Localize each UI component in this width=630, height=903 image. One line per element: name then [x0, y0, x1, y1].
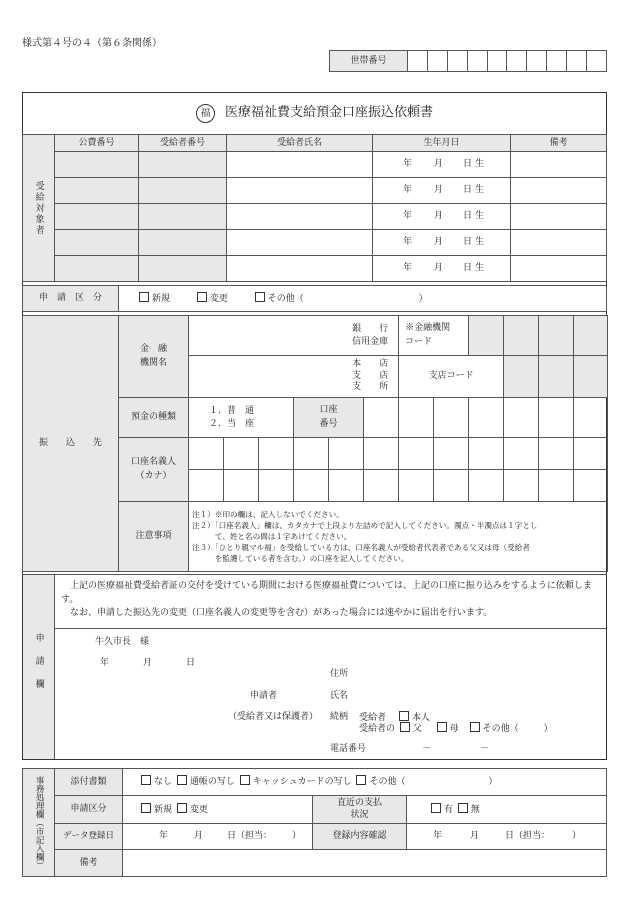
- recipient-number-field[interactable]: [139, 178, 227, 204]
- office-side-label: 事務処理欄（市記入欄）: [23, 769, 55, 877]
- confirm-date-field[interactable]: 年 月 日（担当： ）: [407, 824, 607, 850]
- fuku-seal-icon: 福: [196, 104, 215, 123]
- applicant-label: 申請者: [250, 691, 278, 701]
- payment-no-checkbox[interactable]: 無: [456, 805, 480, 815]
- name-label: 氏名: [330, 691, 349, 701]
- attach-other-checkbox[interactable]: その他（: [354, 777, 405, 787]
- address-label: 住所: [330, 669, 349, 679]
- recipient-number-field[interactable]: [139, 204, 227, 230]
- col-public-expense-number: 公費番号: [55, 135, 139, 152]
- household-number-digit[interactable]: [547, 51, 567, 72]
- branch-code-digit: [504, 356, 539, 398]
- statement-paragraph-2: なお、申請した振込先の変更（口座名義人の変更等を含む）があった場合には速やかに届出を行います。: [70, 608, 493, 618]
- public-expense-number-field[interactable]: [55, 256, 139, 282]
- birthdate-field[interactable]: 年 月 日 生: [373, 230, 511, 256]
- recipient-name-field[interactable]: [227, 230, 373, 256]
- deposit-type-current[interactable]: ２．当 座: [209, 418, 255, 429]
- recipient-name-field[interactable]: [227, 152, 373, 178]
- recent-payment-label: 直近の支払 状況: [313, 796, 407, 824]
- holder-kana-cell[interactable]: [224, 438, 259, 470]
- holder-kana-cell[interactable]: [539, 438, 574, 470]
- other-closing: ）: [418, 293, 428, 304]
- holder-kana-cell[interactable]: [504, 438, 539, 470]
- col-recipient-name: 受給者氏名: [227, 135, 373, 152]
- relation-label: 続柄: [330, 712, 349, 722]
- holder-kana-cell[interactable]: [469, 470, 504, 502]
- holder-kana-cell[interactable]: [469, 438, 504, 470]
- recipients-side-label: 受給対象者: [23, 135, 55, 282]
- relation-line-2: 受給者の 父 母 その他（ ）: [359, 724, 553, 734]
- household-number-digit[interactable]: [487, 51, 507, 72]
- deposit-type-field[interactable]: [189, 398, 294, 438]
- data-entry-date-field[interactable]: 年 月 日（担当： ）: [123, 824, 313, 850]
- account-number-digit[interactable]: [399, 398, 434, 438]
- change-checkbox[interactable]: 変更: [195, 294, 228, 304]
- account-number-digit[interactable]: [434, 398, 469, 438]
- account-number-digit[interactable]: [364, 398, 399, 438]
- form-title: 医療福祉費支給預金口座振込依頼書: [224, 105, 433, 121]
- col-birthdate: 生年月日: [373, 135, 511, 152]
- office-remarks-field[interactable]: [123, 850, 607, 877]
- recipients-table: [22, 134, 607, 282]
- holder-kana-cell[interactable]: [224, 470, 259, 502]
- attachments-label: 添付書類: [55, 769, 123, 796]
- branch-name-field[interactable]: 本 店 支 店 支 所: [189, 356, 399, 398]
- relation-line-1: 受給者 本人: [359, 713, 430, 723]
- account-holder-label: 口座名義人 （カナ）: [119, 438, 189, 502]
- holder-kana-cell[interactable]: [259, 438, 294, 470]
- attach-cashcard-checkbox[interactable]: キャッシュカードの写し: [238, 777, 352, 787]
- account-number-digit[interactable]: [469, 398, 504, 438]
- form-title-bar: [22, 92, 607, 134]
- statement-paragraph-1: 上記の医療福祉費受給者証の交付を受けている期間における医療福祉費については、上記の口座に振り込みをするように依頼します。: [61, 581, 592, 605]
- office-change-checkbox[interactable]: 変更: [175, 805, 208, 815]
- recipient-row: [23, 230, 607, 256]
- remarks-field[interactable]: [511, 230, 607, 256]
- holder-kana-cell[interactable]: [329, 470, 364, 502]
- birthdate-field[interactable]: 年 月 日 生: [373, 204, 511, 230]
- remarks-field[interactable]: [511, 204, 607, 230]
- institution-code-digit: [504, 316, 539, 356]
- holder-kana-cell[interactable]: [294, 470, 329, 502]
- office-new-checkbox[interactable]: 新規: [139, 805, 172, 815]
- household-number-digit[interactable]: [467, 51, 487, 72]
- account-number-digit[interactable]: [504, 398, 539, 438]
- transfer-table: [22, 315, 608, 572]
- holder-kana-cell[interactable]: [259, 470, 294, 502]
- confirm-label: 登録内容確認: [313, 824, 407, 850]
- institution-code-label: ※金融機関 コード: [399, 316, 469, 356]
- office-table: 事務処理欄（市記入欄） 添付書類 なし 通帳の写し キャッシュカードの写し その他（ ） 申請区分 新規 変更 直近の支払 状況 有 無 データ登録日 年 月 日（担当： ） 登録内容確認 年 月 日（担当： ） 備考: [22, 768, 607, 877]
- payment-yes-checkbox[interactable]: 有: [429, 805, 453, 815]
- holder-kana-cell[interactable]: [434, 470, 469, 502]
- birthdate-field[interactable]: 年 月 日 生: [373, 178, 511, 204]
- public-expense-number-field[interactable]: [55, 230, 139, 256]
- application-type-label: 申 請 区 分: [23, 286, 119, 312]
- addressee: 牛久市長 様: [95, 637, 150, 647]
- phone-separator: －: [422, 744, 432, 754]
- institution-label: 金 融 機関名: [119, 316, 189, 398]
- household-number-digit[interactable]: [447, 51, 467, 72]
- relation-self-checkbox[interactable]: 本人: [397, 713, 430, 723]
- household-number-digit[interactable]: [408, 51, 428, 72]
- application-side-label: 申請欄: [23, 575, 55, 759]
- attach-passbook-checkbox[interactable]: 通帳の写し: [175, 777, 235, 787]
- col-remarks: 備考: [511, 135, 607, 152]
- holder-kana-cell[interactable]: [189, 438, 224, 470]
- data-entry-label: データ登録日: [55, 824, 123, 850]
- branch-code-digit: [539, 356, 574, 398]
- transfer-label: 振 込 先: [23, 316, 119, 572]
- household-number-digit[interactable]: [507, 51, 527, 72]
- office-category-label: 申請区分: [55, 796, 123, 824]
- note-2: 注２）「口座名義人」欄は、カタカナで上段より左詰めで記入してください。濁点・半濁点は１字とし て、姓と名の間は１字あけてください。: [192, 521, 538, 541]
- remarks-field[interactable]: [511, 178, 607, 204]
- application-date[interactable]: 年 月 日: [100, 658, 196, 668]
- account-number-label: 口座 番号: [294, 398, 364, 438]
- holder-kana-cell[interactable]: [364, 438, 399, 470]
- note-1: 注１）※印の欄は、記入しないでください。: [192, 510, 344, 519]
- household-number-box: [329, 50, 607, 72]
- institution-code-digit: [574, 316, 608, 356]
- relation-mother-checkbox[interactable]: 母: [435, 724, 459, 734]
- holder-kana-cell[interactable]: [189, 470, 224, 502]
- deposit-type-ordinary[interactable]: １．普 通: [209, 406, 255, 417]
- public-expense-number-field[interactable]: [55, 204, 139, 230]
- recipient-number-field[interactable]: [139, 152, 227, 178]
- holder-kana-cell[interactable]: [539, 470, 574, 502]
- institution-name-field[interactable]: 銀 行 信用金庫: [189, 316, 399, 356]
- public-expense-number-field[interactable]: [55, 178, 139, 204]
- remarks-field[interactable]: [511, 152, 607, 178]
- application-type-row: [22, 285, 607, 312]
- recipient-name-field[interactable]: [227, 178, 373, 204]
- recipient-number-field[interactable]: [139, 256, 227, 282]
- holder-kana-cell[interactable]: [574, 438, 608, 470]
- public-expense-number-field[interactable]: [55, 152, 139, 178]
- household-number-digit[interactable]: [567, 51, 587, 72]
- guardian-label: （受給者又は保護者）: [228, 712, 319, 722]
- institution-code-digit: [539, 316, 574, 356]
- holder-kana-cell[interactable]: [574, 470, 608, 502]
- household-number-digit[interactable]: [587, 51, 607, 72]
- attach-none-checkbox[interactable]: なし: [139, 777, 172, 787]
- recipient-row: [23, 152, 607, 178]
- col-recipient-number: 受給者番号: [139, 135, 227, 152]
- household-number-digit[interactable]: [527, 51, 547, 72]
- deposit-type-label: 預金の種類: [119, 398, 189, 438]
- recipient-row: [23, 204, 607, 230]
- phone-separator: －: [480, 744, 490, 754]
- office-remarks-label: 備考: [55, 850, 123, 877]
- phone-label: 電話番号: [330, 744, 367, 754]
- relation-other-checkbox[interactable]: その他（: [468, 724, 519, 734]
- holder-kana-cell[interactable]: [399, 438, 434, 470]
- account-number-digit[interactable]: [574, 398, 608, 438]
- household-number-digit[interactable]: [427, 51, 447, 72]
- new-checkbox[interactable]: 新規: [137, 294, 170, 304]
- recipient-row: [23, 178, 607, 204]
- holder-kana-cell[interactable]: [504, 470, 539, 502]
- birthdate-field[interactable]: 年 月 日 生: [373, 152, 511, 178]
- holder-kana-cell[interactable]: [364, 470, 399, 502]
- birthdate-field[interactable]: 年 月 日 生: [373, 256, 511, 282]
- institution-code-digit: [469, 316, 504, 356]
- other-checkbox[interactable]: その他（: [253, 294, 304, 304]
- recipient-name-field[interactable]: [227, 204, 373, 230]
- recipient-row: [23, 256, 607, 282]
- notes-label: 注意事項: [119, 502, 189, 572]
- notes-block: [189, 502, 608, 572]
- holder-kana-cell[interactable]: [399, 470, 434, 502]
- statement-divider: [55, 628, 606, 629]
- branch-code-label: 支店コード: [399, 356, 504, 398]
- recipient-number-field[interactable]: [139, 230, 227, 256]
- branch-code-digit: [574, 356, 608, 398]
- remarks-field[interactable]: [511, 256, 607, 282]
- household-number-label: 世帯番号: [330, 51, 408, 72]
- holder-kana-cell[interactable]: [434, 438, 469, 470]
- statement-block: [55, 576, 605, 628]
- holder-kana-cell[interactable]: [294, 438, 329, 470]
- relation-father-checkbox[interactable]: 父: [398, 724, 422, 734]
- note-3: 注３）「ひとり親マル福」を受給している方は、口座名義人が受給者代表者である父又は母（受給者 を監護している者を含む。）の口座を記入してください。: [192, 543, 530, 563]
- recipient-name-field[interactable]: [227, 256, 373, 282]
- account-number-digit[interactable]: [539, 398, 574, 438]
- form-number: 様式第４号の４（第６条関係）: [22, 38, 162, 49]
- holder-kana-cell[interactable]: [329, 438, 364, 470]
